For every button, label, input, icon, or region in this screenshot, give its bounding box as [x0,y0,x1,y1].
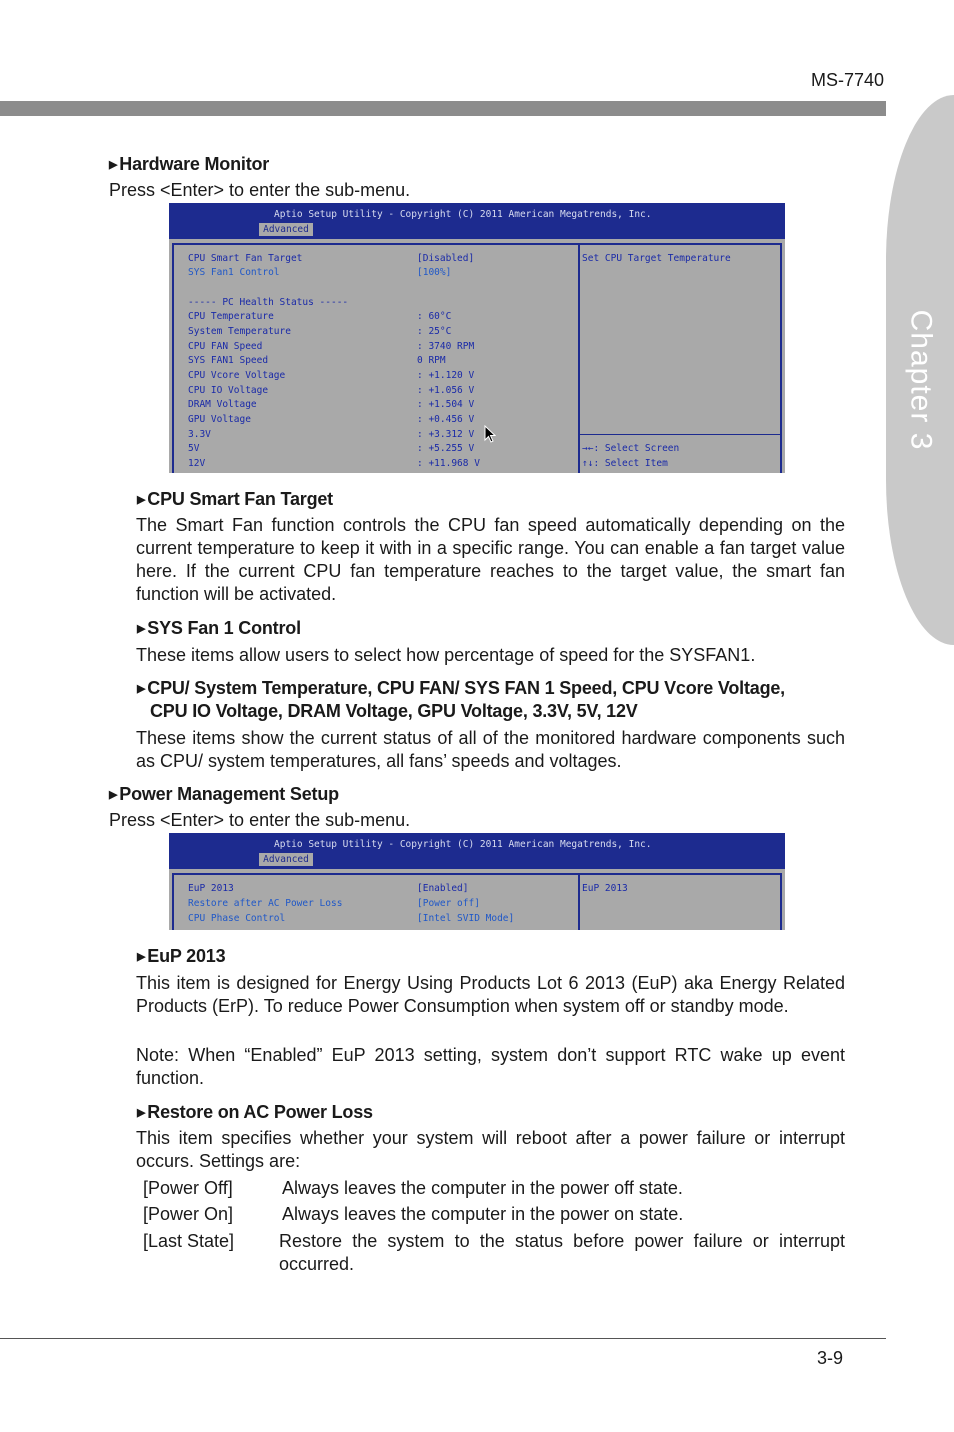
triangle-bullet-icon: ▶ [137,623,146,635]
setting-key: [Power Off] [143,1178,233,1198]
status-items-heading-line2: CPU IO Voltage, DRAM Voltage, GPU Voltage, 3.3V, 5V, 12V [150,701,638,721]
power-management-instruction: Press <Enter> to enter the sub-menu. [109,810,411,830]
triangle-bullet-icon: ▶ [109,789,118,801]
page-number: 3-9 [817,1348,844,1368]
setting-description: Restore the system to the status before power failure or interrupt occurred. [279,1231,845,1274]
setting-description: Always leaves the computer in the power on state. [282,1204,684,1224]
bios-row-label: DRAM Voltage [188,399,257,410]
bios-row-label: GPU Voltage [188,414,251,425]
setting-description: Always leaves the computer in the power off state. [282,1178,683,1198]
bios-item-restore-ac-power-loss: Restore after AC Power Loss [188,898,343,909]
cpu-smart-fan-heading: ▶ CPU Smart Fan Target [137,489,333,509]
bios-help-panel [578,243,782,473]
bios-tab-advanced: Advanced [259,223,313,236]
bios-value-eup-2013: [Enabled] [417,883,469,894]
bios-value-sys-fan1-control: [100%] [417,267,452,278]
bios-item-sys-fan1-control: SYS Fan1 Control [188,267,280,278]
sys-fan-control-heading: ▶ SYS Fan 1 Control [137,618,301,638]
bios-row-label: 3.3V [188,429,211,440]
bios-help-panel [578,873,782,930]
triangle-bullet-icon: ▶ [137,951,146,963]
footer-rule [0,1338,886,1339]
bios-title: Aptio Setup Utility - Copyright (C) 2011 American Megatrends, Inc. [274,209,652,220]
bios-row-label: CPU Vcore Voltage [188,370,286,381]
status-items-heading-line1: ▶ CPU/ System Temperature, CPU FAN/ SYS FAN 1 Speed, CPU Vcore Voltage, [137,678,785,698]
chapter-label: Chapter 3 [904,309,937,451]
bios-help-separator [580,434,780,435]
bios-row-value: : +1.120 V [417,370,475,381]
bios-row-label: CPU FAN Speed [188,341,263,352]
bios-key-hint-item: ↑↓: Select Item [582,458,668,469]
bios-power-management-screen [169,833,785,930]
bios-hardware-monitor-screen [169,203,785,473]
bios-row-value: : +1.056 V [417,385,475,396]
triangle-bullet-icon: ▶ [137,683,146,695]
eup-2013-description: This item is designed for Energy Using Products Lot 6 2013 (EuP) aka Energy Related Products (ErP). To reduce Power Consumption when system off or standby mode. [136,973,845,1016]
status-items-description: These items show the current status of all of the monitored hardware components such as CPU/ system temperatures, all fans’ speeds and voltages. [136,728,845,771]
eup-2013-heading: ▶ EuP 2013 [137,946,226,966]
bios-row-value: : +5.255 V [417,443,475,454]
hardware-monitor-heading: ▶ Hardware Monitor [109,154,270,174]
bios-row-value: : 60°C [417,311,452,322]
setting-key: [Power On] [143,1204,234,1224]
sys-fan-control-description: These items allow users to select how percentage of speed for the SYSFAN1. [136,645,756,665]
bios-row-value: : +11.968 V [417,458,480,469]
cpu-smart-fan-description: The Smart Fan function controls the CPU fan speed automatically depending on the current temperature to keep it with in a specific range. You can enable a fan target value here. If the current CPU fan temperature reaches to the target value, the smart fan function will be activated. [136,515,845,604]
bios-row-value: : 25°C [417,326,452,337]
mouse-cursor-icon [484,425,496,443]
header-bar [0,101,886,116]
bios-row-label: CPU IO Voltage [188,385,269,396]
power-management-heading: ▶ Power Management Setup [109,784,339,804]
bios-row-value: : +0.456 V [417,414,475,425]
bios-tab-advanced: Advanced [259,853,313,866]
triangle-bullet-icon: ▶ [137,1107,146,1119]
bios-row-label: 12V [188,458,206,469]
hardware-monitor-instruction: Press <Enter> to enter the sub-menu. [109,180,411,200]
model-number: MS-7740 [810,70,884,90]
bios-item-cpu-phase-control: CPU Phase Control [188,913,286,924]
bios-row-label: CPU Temperature [188,311,274,322]
bios-row-value: : 3740 RPM [417,341,475,352]
bios-value-restore-ac-power-loss: [Power off] [417,898,480,909]
triangle-bullet-icon: ▶ [109,159,118,171]
bios-row-label: SYS FAN1 Speed [188,355,269,366]
restore-ac-power-description: This item specifies whether your system will reboot after a power failure or interrupt occurs. Settings are: [136,1128,845,1171]
restore-ac-power-heading: ▶ Restore on AC Power Loss [137,1102,373,1122]
bios-row-label: System Temperature [188,326,291,337]
bios-key-hint-screen: →←: Select Screen [582,443,680,454]
triangle-bullet-icon: ▶ [137,494,146,506]
bios-value-cpu-smart-fan-target: [Disabled] [417,253,475,264]
bios-help-text: EuP 2013 [582,883,628,894]
bios-row-value: : +3.312 V [417,429,475,440]
bios-row-value: : +1.504 V [417,399,475,410]
bios-help-text: Set CPU Target Temperature [582,253,731,264]
bios-item-cpu-smart-fan-target: CPU Smart Fan Target [188,253,303,264]
bios-row-label: 5V [188,443,200,454]
bios-row-value: 0 RPM [417,355,446,366]
bios-title: Aptio Setup Utility - Copyright (C) 2011 American Megatrends, Inc. [274,839,652,850]
setting-key: [Last State] [143,1231,235,1251]
eup-2013-note: Note: When “Enabled” EuP 2013 setting, system don’t support RTC wake up event function. [136,1045,845,1088]
bios-health-status-heading: ----- PC Health Status ----- [188,297,349,308]
bios-value-cpu-phase-control: [Intel SVID Mode] [417,913,515,924]
bios-item-eup-2013: EuP 2013 [188,883,234,894]
